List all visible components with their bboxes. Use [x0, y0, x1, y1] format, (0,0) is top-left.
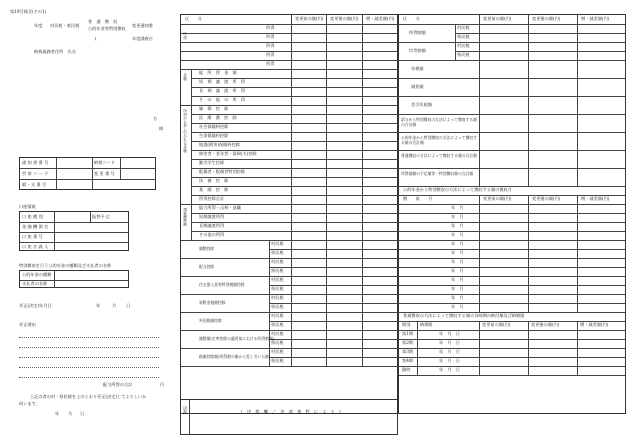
row-line — [399, 204, 626, 205]
notice-no: 年度課税台 — [132, 36, 153, 41]
left-row-label: 社会保険料控除 — [199, 124, 229, 129]
bank-label: 振替予 広 — [92, 214, 111, 219]
right-sub-label: 村民税 — [457, 43, 470, 48]
section-line — [399, 60, 626, 61]
special-month: 年 月 — [451, 214, 464, 219]
tax-row-label: 寄附金税額控除 — [199, 300, 226, 305]
right-desc-label: 給与から特別徴収の方法によって徴収する額の合計額 — [401, 117, 477, 128]
row-line — [181, 60, 398, 61]
row-line — [399, 366, 626, 367]
bank-table — [19, 211, 129, 251]
row-line — [181, 51, 398, 52]
right-header-cell: 変更後の額(円) — [532, 16, 561, 21]
right-sub-label: 村民税 — [457, 25, 470, 30]
left-row-label: 所得 — [266, 61, 275, 66]
info-label: 世 帯 コ ー ド — [22, 171, 49, 176]
section-line — [181, 240, 398, 241]
special-month: 年 月 — [451, 241, 464, 246]
left-row-label: 所得 — [266, 34, 275, 39]
special-month: 年 月 — [451, 304, 464, 309]
left-header-cell: 変更前の額(円) — [295, 16, 324, 21]
tax-sub-label: 県民税 — [271, 286, 284, 291]
section-line — [399, 42, 626, 43]
normal-title: 普通徴収の方法によって徴収する額の各納期の納付額及び納期限 — [403, 313, 525, 318]
left-section-label: 金額 — [183, 73, 188, 81]
tax-kind-1: 普 通 徴 収 — [88, 19, 118, 24]
tax-kind-2: 公的年金等特別徴収 — [88, 26, 126, 31]
col-line — [479, 321, 480, 375]
normal-header-cell: 納期限 — [420, 322, 433, 327]
tax-row-label: 外国税額控除 — [199, 318, 222, 323]
sub-divider — [269, 330, 270, 348]
period-date: 年 月 日 — [439, 340, 460, 345]
row-line — [399, 249, 626, 250]
row-line — [269, 339, 398, 340]
footer-year: 年 — [55, 411, 60, 416]
row-line — [455, 33, 626, 34]
special-month: 年 月 — [451, 232, 464, 237]
tax-sub-label: 村民税 — [271, 331, 284, 336]
bank-title: 口座情報 — [19, 204, 36, 209]
left-row-label: 長 期 譲 渡 所 得 — [199, 88, 246, 93]
tax-sub-label: 村民税 — [271, 349, 284, 354]
period-label: 随時 — [402, 367, 411, 372]
special-month: 年 月 — [451, 295, 464, 300]
tax-row-label: 住宅借入金等特別税額控除 — [199, 282, 245, 287]
section-line — [399, 132, 626, 133]
tax-row-label: 配当控除 — [199, 264, 215, 269]
row-line — [399, 348, 626, 349]
left-row-label: 基 礎 控 除 — [199, 187, 229, 192]
right-row-label: 年税額 — [411, 66, 424, 71]
section-line — [181, 366, 398, 367]
left-row-label: 長期譲渡所得 — [199, 223, 225, 228]
row-line — [399, 24, 626, 25]
special-title: 公的年金から特別徴収の方法によって徴収する額の徴収月 — [403, 187, 512, 192]
left-row-label: 総 所 得 金 額 — [199, 70, 237, 75]
left-row-label: 総合所得・山林・退職 — [199, 205, 241, 210]
right-row-label: 減免額 — [411, 84, 424, 89]
row-line — [399, 375, 626, 376]
reason-line — [19, 377, 159, 378]
row-line — [399, 339, 626, 340]
col-line — [291, 15, 292, 366]
taxpayer-address: 納税義務者住所 氏名 — [34, 49, 76, 54]
sub-divider — [455, 24, 456, 42]
bank-label: 口 座 名 義 人 — [22, 244, 49, 249]
section-line — [399, 114, 626, 115]
row-line — [399, 285, 626, 286]
sub-divider — [269, 312, 270, 330]
pension-title: 特別徴収を行う公的年金の種類及び支払者の名称 — [19, 263, 112, 268]
left-row-label: 所得 — [266, 25, 275, 30]
sub-divider — [269, 258, 270, 276]
pension-label: 公的年金の種類 — [22, 272, 52, 277]
section-line — [181, 312, 398, 313]
sub-divider — [269, 348, 270, 366]
row-line — [455, 51, 626, 52]
row-line — [269, 249, 398, 250]
normal-header-cell: 増・減差額(円) — [580, 322, 609, 327]
row-line — [399, 276, 626, 277]
row-line — [399, 231, 626, 232]
period-date: 年 月 日 — [439, 358, 460, 363]
left-row-label: 勤労学生控除 — [199, 160, 225, 165]
section-divider — [191, 69, 192, 240]
row-line — [399, 294, 626, 295]
normal-header-cell: 変更後の額(円) — [531, 322, 560, 327]
distribution-unit: 円 — [160, 382, 165, 387]
row-line — [399, 240, 626, 241]
col-line — [577, 195, 578, 312]
tax-sub-label: 県民税 — [271, 304, 284, 309]
change-date-month: 月 — [112, 303, 117, 308]
special-header-cell: 変更後の額(円) — [532, 196, 561, 201]
sub-divider — [269, 294, 270, 312]
left-row-label: 扶 養 控 除 — [199, 178, 229, 183]
tax-sub-label: 県民税 — [271, 358, 284, 363]
pension-table — [19, 270, 129, 288]
honorific: 様 — [159, 126, 164, 131]
right-sub-label: 県民税 — [457, 34, 470, 39]
special-month: 年 月 — [451, 205, 464, 210]
address-label: 方 — [153, 116, 158, 121]
period-label: 第3期 — [402, 349, 414, 354]
tax-row-label: 税額控除額(所得割の額から差し引いた額) — [199, 354, 271, 359]
section-line — [181, 330, 398, 331]
bank-label: 口 座 種 別 — [22, 214, 43, 219]
change-date-label: 更正(決定)年月日 — [19, 303, 52, 308]
right-row-label: 所得割額 — [409, 30, 426, 35]
col-line — [479, 15, 480, 186]
col-line — [326, 15, 327, 366]
right-main-table — [398, 14, 626, 414]
row-line — [399, 357, 626, 358]
change-notice: 変更通知書 — [132, 23, 153, 28]
year-label: 年度 — [34, 23, 43, 28]
tax-sub-label: 県民税 — [271, 250, 284, 255]
left-row-label: 雑 損 控 除 — [199, 106, 229, 111]
approval-box — [180, 399, 398, 435]
special-header-cell: 増・減差額(円) — [581, 196, 610, 201]
bank-label: 口 座 番 号 — [22, 234, 43, 239]
left-row-label: 障害者・老年者・寡婦(夫)控除 — [199, 151, 257, 156]
approval-side: 決裁 — [183, 406, 188, 414]
period-label: 第1期 — [402, 331, 414, 336]
left-header-cell: 区 分 — [185, 16, 202, 21]
special-header-cell: 徴 収 月 — [403, 196, 433, 201]
row-line — [269, 303, 398, 304]
sub-divider — [269, 276, 270, 294]
row-line — [181, 24, 398, 25]
tax-sub-label: 県民税 — [271, 322, 284, 327]
section-line — [399, 96, 626, 97]
right-header-cell: 増・減差額(円) — [581, 16, 610, 21]
row-line — [399, 258, 626, 259]
change-date-year: 年 — [96, 303, 101, 308]
left-section-label: 所得 — [183, 32, 188, 40]
left-row-label: 所得 — [266, 52, 275, 57]
info-label: 変 更 番 号 — [94, 171, 115, 176]
right-header-cell: 区 分 — [403, 16, 420, 21]
special-header-cell: 変更前の額(円) — [483, 196, 512, 201]
left-main-table — [180, 14, 398, 414]
tax-sub-label: 県民税 — [271, 268, 284, 273]
left-row-label: 短期譲渡所得 — [199, 214, 225, 219]
tax-sub-label: 村民税 — [271, 313, 284, 318]
col-line — [577, 15, 578, 186]
footer-note-1: 上記の者の村・県民税を上のとおり更正(決定)してよろしいか — [30, 394, 147, 399]
special-month: 年 月 — [451, 286, 464, 291]
normal-header-cell: 変更前の額(円) — [482, 322, 511, 327]
info-label: 納税コード — [94, 160, 115, 165]
left-section-label: 所得から差し引かれる金額 — [183, 109, 188, 153]
col-line — [528, 321, 529, 375]
row-line — [399, 330, 626, 331]
row-line — [181, 42, 398, 43]
row-line — [399, 267, 626, 268]
left-row-label: 生命保険料控除 — [199, 133, 229, 138]
tax-sub-label: 県民税 — [271, 340, 284, 345]
reason-line — [19, 347, 159, 348]
row-line — [269, 357, 398, 358]
period-date: 年 月 日 — [439, 367, 460, 372]
row-line — [181, 33, 398, 34]
row-line — [269, 321, 398, 322]
special-month: 年 月 — [451, 277, 464, 282]
left-row-label: そ の 他 の 所 得 — [199, 97, 246, 102]
left-row-label: 医 療 費 控 除 — [199, 115, 237, 120]
right-sub-label: 県民税 — [457, 52, 470, 57]
section-line — [399, 168, 626, 169]
left-section-label: 課税標準額 — [183, 208, 188, 226]
col-line — [577, 321, 578, 375]
special-month: 年 月 — [451, 268, 464, 273]
row-line — [269, 285, 398, 286]
row-line — [269, 267, 398, 268]
footer-day: 日 — [80, 411, 85, 416]
row-line — [399, 222, 626, 223]
reason-line — [19, 337, 159, 338]
footer-month: 月 — [68, 411, 73, 416]
special-month: 年 月 — [451, 259, 464, 264]
reason-line — [19, 357, 159, 358]
right-desc-label: 公的年金から特別徴収の方法によって徴収する額の合計額 — [401, 135, 477, 146]
sub-divider — [455, 42, 456, 60]
period-date: 年 月 日 — [439, 349, 460, 354]
col-line — [362, 15, 363, 366]
left-header-cell: 変更後の額(円) — [330, 16, 359, 21]
row-line — [399, 303, 626, 304]
col-line — [528, 15, 529, 186]
reason-line — [19, 367, 159, 368]
period-date: 年 月 日 — [439, 331, 460, 336]
info-label: 賦 ･ 支 番 号 — [22, 182, 47, 187]
right-desc-label: 所得割額の不足額等・特別徴収額の合計額 — [401, 171, 474, 176]
left-row-label: 所得 — [266, 43, 275, 48]
info-table — [19, 157, 156, 190]
normal-header-cell: 期別 — [402, 322, 411, 327]
sub-divider — [269, 240, 270, 258]
period-label: 第4期 — [402, 358, 414, 363]
distribution-label: 配当所得の合計 — [103, 382, 133, 387]
tax-office: 村民税・県民税 — [50, 23, 80, 28]
special-month: 年 月 — [451, 223, 464, 228]
left-row-label: 地震(損害)保険料控除 — [199, 142, 240, 147]
period-label: 第2期 — [402, 340, 414, 345]
info-label: 通 知 書 番 号 — [22, 160, 49, 165]
pension-label: 支払者の名称 — [22, 281, 48, 286]
left-row-label: 配偶者・配偶者特別控除 — [199, 169, 246, 174]
section-line — [181, 348, 398, 349]
section-line — [399, 78, 626, 79]
section-line — [181, 294, 398, 295]
section-line — [181, 258, 398, 259]
left-row-label: その他の所得 — [199, 232, 225, 237]
right-row-label: 差引年税額 — [411, 102, 432, 107]
col-line — [479, 195, 480, 312]
paren-open: ( — [95, 36, 97, 41]
left-row-label: 所得控除合計 — [199, 196, 225, 201]
tax-sub-label: 村民税 — [271, 295, 284, 300]
approval-label: ( 決 裁 欄 ／ 決 裁 規 程 に よ る ) — [241, 409, 341, 414]
reason-title: 更正理由 — [19, 322, 36, 327]
right-row-label: 均等割額 — [409, 48, 426, 53]
col-line — [417, 321, 418, 375]
form-title: 第19号様式(その1) — [10, 9, 47, 14]
left-header-cell: 増・減差額(円) — [366, 16, 395, 21]
tax-row-label: 調整控除 — [199, 246, 215, 251]
left-row-label: 短 期 譲 渡 所 得 — [199, 79, 246, 84]
col-line — [528, 195, 529, 312]
tax-row-label: 調整額(定率控除の適用前における所得割額) — [199, 336, 275, 341]
special-month: 年 月 — [451, 250, 464, 255]
row-line — [399, 213, 626, 214]
change-date-day: 日 — [126, 303, 131, 308]
section-line — [399, 150, 626, 151]
right-desc-label: 普通徴収の方法によって徴収する額の合計額 — [401, 153, 477, 158]
section-line — [181, 276, 398, 277]
tax-sub-label: 村民税 — [271, 259, 284, 264]
bank-label: 金 融 機 関 名 — [22, 224, 49, 229]
tax-sub-label: 村民税 — [271, 241, 284, 246]
footer-note-2: 伺います。 — [19, 401, 40, 406]
tax-sub-label: 村民税 — [271, 277, 284, 282]
right-header-cell: 変更前の額(円) — [483, 16, 512, 21]
